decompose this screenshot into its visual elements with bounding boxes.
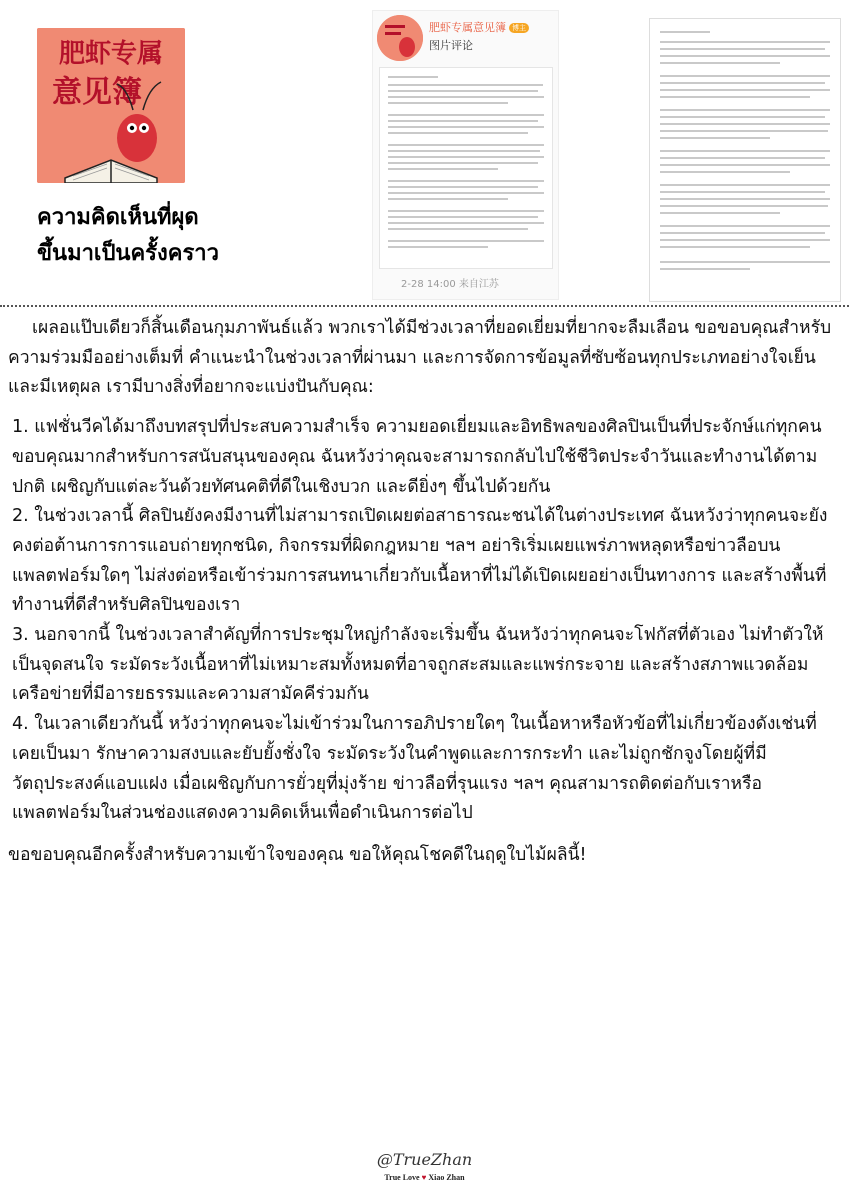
article-body (8, 314, 840, 871)
shrimp-logo-icon (37, 28, 185, 183)
brand-handle: @TrueZhan (376, 1150, 473, 1169)
intro-paragraph: เผลอแป๊บเดียวก็สิ้นเดือนกุมภาพันธ์แล้ว พวกเราได้มีช่วงเวลาที่ยอดเยี่ยมที่ยากจะลืมเลือน ขอขอบคุณสำหรับความร่วมมืออย่างเต็มที่ คำแนะนำในช่วงเวลาที่ผ่านมา และการจัดการข้อมูลที่ซับซ้อนทุกประเภทอย่างใจเย็นและมีเหตุผล เรามีบางสิ่งที่อยากจะแบ่งปันกับคุณ: (8, 318, 832, 398)
logo-line2: 意见簿 (52, 75, 142, 110)
list-item: 2. ในช่วงเวลานี้ ศิลปินยังคงมีงานที่ไม่สามารถเปิดเผยต่อสาธารณะชนได้ในต่างประเทศ ฉันหวังว่าทุกคนจะยังคงต่อต้านการการแอบถ่ายทุกชนิด, กิจกรรมที่ผิดกฎหมาย ฯลฯ อย่าริเริ่มเผยแพร่ภาพหลุดหรือข่าวลือบนแพลตฟอร์มใดๆ ไม่ส่งต่อหรือเข้าร่วมการสนทนาเกี่ยวกับเนื้อหาที่ไม่ได้เปิดเผยอย่างเป็นทางการ และสร้างพื้นที่ทำงานที่ดีสำหรับศิลปินของเรา (12, 506, 828, 616)
notice-full-text-lines-icon (650, 19, 840, 301)
brand-tagline (0, 1173, 849, 1182)
logo-line1: 肥虾专属 (58, 39, 164, 69)
heading-line1: ความคิดเห็นที่ผุด (37, 205, 199, 230)
page-heading (37, 200, 337, 272)
weibo-post-screenshot (372, 10, 559, 300)
logo-image (37, 28, 185, 183)
avatar (377, 15, 423, 61)
footer-watermark (0, 1150, 849, 1182)
account-name-text: 肥虾专属意见簿 (429, 21, 506, 34)
list-item: 4. ในเวลาเดียวกันนี้ หวังว่าทุกคนจะไม่เข้าร่วมในการอภิปรายใดๆ ในเนื้อหาหรือหัวข้อที่ไม่เกี่ยวข้องดังเช่นที่เคยเป็นมา รักษาความสงบและยับยั้งชั่งใจ ระมัดระวังในคำพูดและการกระทำ และไม่ถูกชักจูงโดยผู้ที่มีวัตถุประสงค์แอบแฝง เมื่อเผชิญกับการยั่วยุที่มุ่งร้าย ข่าวลือที่รุนแรง ฯลฯ คุณสามารถติดต่อกับเราหรือแพลตฟอร์มในส่วนช่องแสดงความคิดเห็นเพื่อดำเนินการต่อไป (12, 714, 817, 824)
list-item: 1. แฟชั่นวีคได้มาถึงบทสรุปที่ประสบความสำเร็จ ความยอดเยี่ยมและอิทธิพลของศิลปินเป็นที่ประจักษ์แก่ทุกคน ขอบคุณมากสำหรับการสนับสนุนของคุณ ฉันหวังว่าคุณจะสามารถกลับไปใช้ชีวิตประจำวันและทำงานได้ตามปกติ เผชิญกับแต่ละวันด้วยทัศนคติที่ดีในเชิงบวก และดียิ่งๆ ขึ้นไปด้วยกัน (12, 417, 822, 497)
post-subtitle: 图片评论 (429, 39, 473, 52)
heading-line2: ขึ้นมาเป็นครั้งคราว (37, 241, 219, 266)
notice-image-full (649, 18, 841, 302)
notice-image-thumb (379, 67, 553, 269)
account-name (429, 19, 529, 35)
tagline-left: True Love (384, 1173, 420, 1182)
tagline-right: Xiao Zhan (428, 1173, 465, 1182)
shrimp-avatar-icon (377, 15, 423, 61)
notice-text-lines-icon (380, 68, 552, 268)
blogger-badge: 博主 (509, 23, 529, 33)
post-meta: 2-28 14:00 来自江苏 (401, 279, 499, 290)
dotted-divider (0, 305, 849, 307)
list-item: 3. นอกจากนี้ ในช่วงเวลาสำคัญที่การประชุมใหญ่กำลังจะเริ่มขึ้น ฉันหวังว่าทุกคนจะโฟกัสที่ตัวเอง ไม่ทำตัวให้เป็นจุดสนใจ ระมัดระวังเนื้อหาที่ไม่เหมาะสมทั้งหมดที่อาจถูกสะสมและแพร่กระจาย และสร้างสภาพแวดล้อมเครือข่ายที่มีอารยธรรมและความสามัคคีร่วมกัน (12, 625, 824, 705)
closing-paragraph: ขอขอบคุณอีกครั้งสำหรับความเข้าใจของคุณ ขอให้คุณโชคดีในฤดูใบไม้ผลินี้! (8, 844, 587, 865)
heart-icon: ♥ (421, 1173, 427, 1182)
